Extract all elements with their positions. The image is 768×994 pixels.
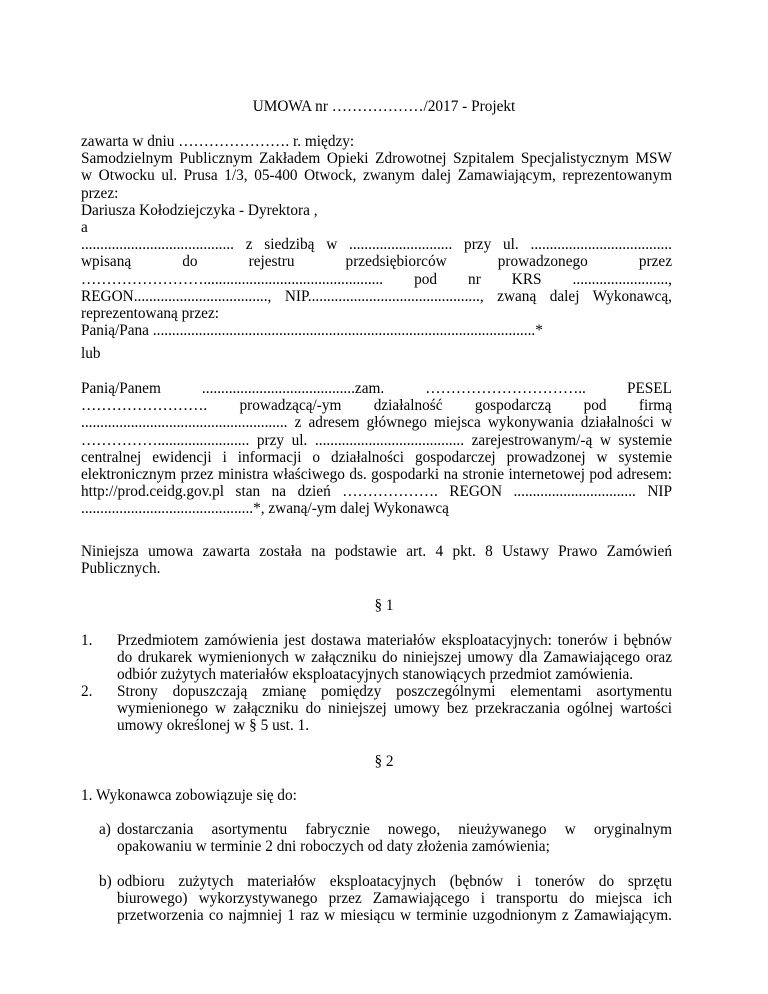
- subitem-line: przetworzenia co najmniej 1 raz w miesiącu w terminie uzgodnionym z Zamawiającym.: [117, 907, 672, 925]
- section-1-item-1: [117, 632, 672, 684]
- intro-line: Dariusza Kołodziejczyka - Dyrektora ,: [81, 201, 318, 219]
- alt-line: ……………........................ przy ul. ....................................... zarejestrowanym/-ą w systemie: [81, 431, 672, 449]
- section-2-subitem-a: [117, 821, 672, 855]
- contract-title: UMOWA nr ………………/2017 - Projekt: [252, 98, 516, 115]
- or-label: lub: [81, 345, 101, 362]
- intro-line: REGON..................................., NIP............................................., zwaną dalej Wykonawcą,: [81, 287, 672, 305]
- parties-block: [81, 133, 672, 339]
- section-2-heading: § 2: [374, 753, 394, 770]
- section-2-intro: 1. Wykonawca zobowiązuje się do:: [81, 787, 297, 804]
- intro-line: w Otwocku ul. Prusa 1/3, 05-400 Otwock, zwanym dalej Zamawiającym, reprezentowanym: [81, 167, 672, 185]
- intro-line: wpisaną do rejestru przedsiębiorców prowadzonego przez: [81, 253, 672, 271]
- subitem-letter: b): [99, 873, 112, 890]
- alt-line: Panią/Panem ........................................zam. ………………………….. PESEL: [81, 380, 672, 397]
- intro-line: ……………………............................................... pod nr KRS .........................,: [81, 270, 672, 288]
- subitem-line: biurowego) wykorzystywanego przez Zamawiającego i transportu do miejsca ich: [117, 890, 672, 908]
- intro-line: a: [81, 218, 88, 236]
- subitem-line: opakowaniu w terminie 2 dni roboczych od daty złożenia zamówienia;: [117, 838, 550, 856]
- subitem-line: odbioru zużytych materiałów eksploatacyjnych (bębnów i tonerów do sprzętu: [117, 873, 672, 890]
- item-line: wymienionego w załączniku do niniejszej umowy bez przekraczania ogólnej wartości: [117, 700, 672, 718]
- item-line: do drukarek wymienionych w załączniku do niniejszej umowy dla Zamawiającego oraz: [117, 649, 672, 667]
- legal-basis: [81, 543, 672, 577]
- section-1-heading: § 1: [374, 597, 394, 614]
- alt-line: http://prod.ceidg.gov.pl stan na dzień ………………. REGON ................................ NIP: [81, 483, 672, 501]
- alt-line: centralnej ewidencji i informacji o działalności gospodarczej prowadzonej w systemie: [81, 448, 672, 466]
- alt-line: elektronicznym przez ministra właściwego ds. gospodarki na stronie internetowej pod adresem:: [81, 465, 672, 483]
- intro-line: przez:: [81, 184, 119, 202]
- section-1-item-number: 2.: [81, 683, 93, 700]
- intro-line: zawarta w dniu …………………. r. między:: [81, 133, 355, 150]
- subitem-line: dostarczania asortymentu fabrycznie nowego, nieużywanego w oryginalnym: [117, 821, 672, 838]
- item-line: odbiór zużytych materiałów eksploatacyjnych stanowiących przedmiot zamówienia.: [117, 666, 634, 684]
- section-2-subitem-b: [117, 873, 672, 925]
- section-1-item-number: 1.: [81, 632, 93, 649]
- intro-line: reprezentowaną przez:: [81, 304, 220, 322]
- alt-line: ……………………. prowadzącą/-ym działalność gospodarczą pod firmą: [81, 397, 672, 415]
- basis-line: Niniejsza umowa zawarta została na podstawie art. 4 pkt. 8 Ustawy Prawo Zamówień: [81, 543, 672, 560]
- subitem-letter: a): [99, 821, 111, 838]
- intro-line: Panią/Pana ....................................................................................................*: [81, 322, 543, 340]
- item-line: Strony dopuszczają zmianę pomiędzy poszczególnymi elementami asortymentu: [117, 683, 672, 700]
- section-1-item-2: [117, 683, 672, 735]
- alt-party-block: [81, 380, 672, 518]
- item-line: umowy określonej w § 5 ust. 1.: [117, 717, 310, 735]
- alt-line: ...................................................... z adresem głównego miejsca wykonywania działalności w: [81, 414, 672, 432]
- basis-line: Publicznych.: [81, 560, 161, 578]
- item-line: Przedmiotem zamówienia jest dostawa materiałów eksploatacyjnych: tonerów i bębnów: [117, 632, 672, 649]
- alt-line: .............................................*, zwaną/-ym dalej Wykonawcą: [81, 500, 449, 518]
- intro-line: ........................................ z siedzibą w ........................... przy ul. .....................................: [81, 236, 672, 254]
- intro-line: Samodzielnym Publicznym Zakładem Opieki Zdrowotnej Szpitalem Specjalistycznym MSW: [81, 150, 672, 168]
